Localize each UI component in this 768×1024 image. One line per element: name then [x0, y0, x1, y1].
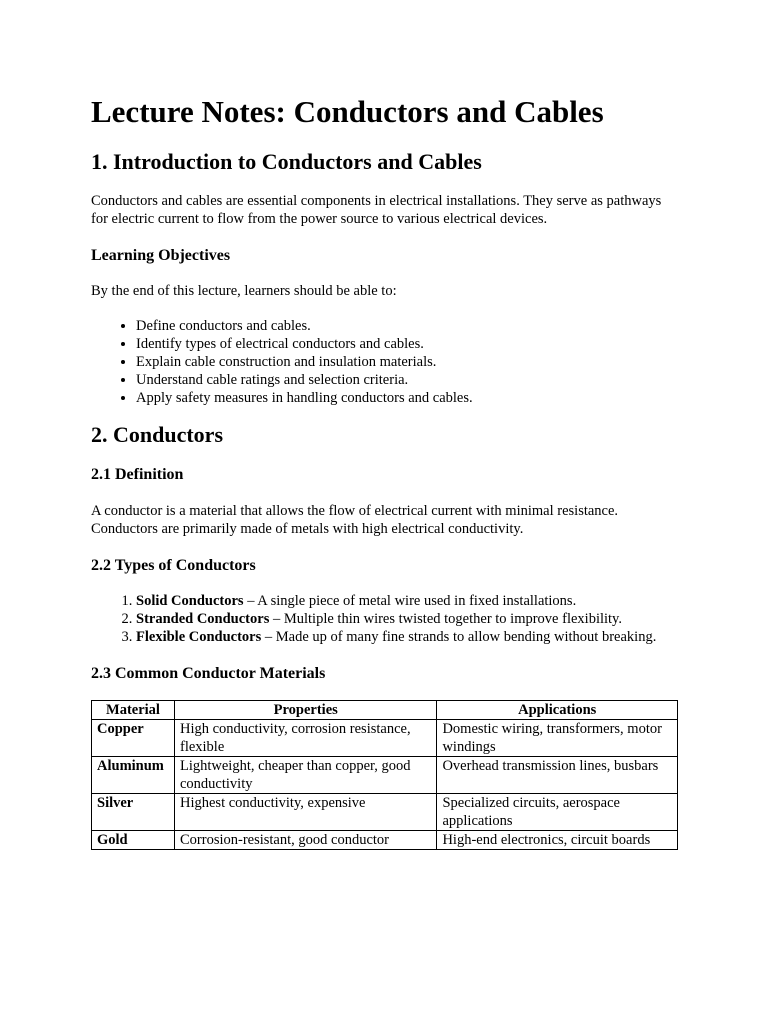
table-cell: Lightweight, cheaper than copper, good conductivity [174, 757, 436, 794]
page-title: Lecture Notes: Conductors and Cables [91, 94, 604, 129]
list-item [136, 628, 681, 646]
table-header-row [92, 701, 678, 720]
table-row [92, 757, 678, 794]
table-row [92, 794, 678, 831]
materials-heading: 2.3 Common Conductor Materials [91, 665, 326, 682]
column-header: Properties [174, 701, 436, 720]
objectives-list [91, 317, 681, 407]
section-2-heading: 2. Conductors [91, 422, 224, 447]
table-row [92, 720, 678, 757]
section-1-heading: 1. Introduction to Conductors and Cables [91, 149, 482, 174]
type-name: Solid Conductors [136, 593, 244, 609]
list-item: • Explain cable construction and insulation materials. [136, 353, 681, 371]
table-cell: Corrosion-resistant, good conductor [174, 831, 436, 850]
table-cell: Gold [92, 831, 175, 850]
table-cell: Aluminum [92, 757, 175, 794]
list-item: • Define conductors and cables. [136, 317, 681, 335]
table-cell: Silver [92, 794, 175, 831]
table-cell: High conductivity, corrosion resistance, flexible [174, 720, 436, 757]
list-item: • Understand cable ratings and selection criteria. [136, 371, 681, 389]
table-row [92, 831, 678, 850]
list-item: • Identify types of electrical conductors and cables. [136, 335, 681, 353]
document-content [91, 92, 681, 850]
type-description: – A single piece of metal wire used in fixed installations. [243, 593, 577, 609]
type-name: Stranded Conductors [136, 611, 270, 627]
materials-table [91, 700, 678, 850]
column-header: Material [92, 701, 175, 720]
table-cell: Specialized circuits, aerospace applications [437, 794, 678, 831]
definition-heading: 2.1 Definition [91, 466, 184, 483]
type-description: – Made up of many fine strands to allow bending without breaking. [261, 629, 657, 645]
list-item: • Apply safety measures in handling conductors and cables. [136, 389, 681, 407]
definition-paragraph: A conductor is a material that allows the flow of electrical current with minimal resistance. Conductors are primarily made of metals with high electrical conductivity. [91, 503, 619, 537]
types-heading: 2.2 Types of Conductors [91, 557, 256, 574]
table-cell: Highest conductivity, expensive [174, 794, 436, 831]
type-name: Flexible Conductors [136, 629, 262, 645]
type-description: – Multiple thin wires twisted together to improve flexibility. [269, 611, 622, 627]
objectives-heading: Learning Objectives [91, 247, 231, 264]
table-cell: Domestic wiring, transformers, motor windings [437, 720, 678, 757]
list-item [136, 610, 681, 628]
column-header: Applications [437, 701, 678, 720]
table-cell: Overhead transmission lines, busbars [437, 757, 678, 794]
intro-paragraph: Conductors and cables are essential components in electrical installations. They serve as pathways for electric current to flow from the power source to various electrical devices. [91, 193, 662, 227]
types-list [91, 592, 681, 646]
objectives-intro: By the end of this lecture, learners should be able to: [91, 283, 397, 299]
list-item [136, 592, 681, 610]
table-cell: Copper [92, 720, 175, 757]
table-cell: High-end electronics, circuit boards [437, 831, 678, 850]
